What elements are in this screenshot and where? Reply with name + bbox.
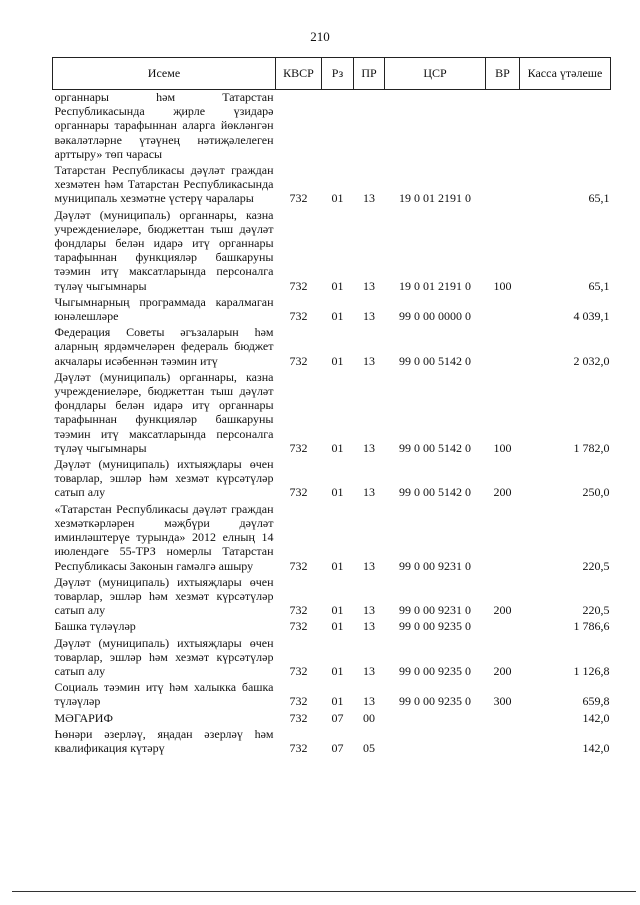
cell-rz: 01 xyxy=(331,663,344,678)
cell-csr: 19 0 01 2191 0 xyxy=(399,278,471,293)
cell-name: Дәүләт (муниципаль) ихтыяҗлары өчен товарлар, эшләр һәм хезмәт күрсәтүләр сатып алу xyxy=(54,457,274,500)
cell-pr: 13 xyxy=(363,603,375,618)
header-sum: Касса үтәлеше xyxy=(520,58,611,90)
cell-csr: 99 0 00 9231 0 xyxy=(399,603,471,618)
cell-sum: 142,0 xyxy=(582,740,610,755)
cell-rz: 01 xyxy=(331,353,344,368)
table-row xyxy=(53,619,611,635)
cell-kvsr: 732 xyxy=(289,694,308,709)
cell-csr: 99 0 00 5142 0 xyxy=(399,485,471,500)
cell-kvsr: 732 xyxy=(289,353,308,368)
table-body xyxy=(53,90,611,758)
cell-rz: 01 xyxy=(331,191,344,206)
table-row xyxy=(53,295,611,325)
cell-kvsr: 732 xyxy=(289,278,308,293)
cell-pr: 13 xyxy=(363,663,375,678)
header-vr: ВР xyxy=(486,58,520,90)
cell-pr xyxy=(354,90,385,164)
cell-kvsr xyxy=(276,90,322,164)
cell-name: «Татарстан Республикасы дәүләт граждан хезмәткәрләрен мәҗбүри дәүләт иминләштерүе турында» 2012 елның 14 июлендәге 55-ТРЗ номерлы Татарстан Республикасы Законын гамәлгә ашыру xyxy=(54,501,274,573)
cell-pr: 13 xyxy=(363,440,375,455)
cell-name: Дәүләт (муниципаль) органнары, казна учреждениеләре, бюджеттан тыш дәүләт фондлары белән идарә итү органнары тарафыннан функцияләр башкаруны тәэмин итү максатларында персоналга түләү чыгымнары xyxy=(54,369,274,455)
cell-vr: 200 xyxy=(493,485,512,500)
cell-sum: 4 039,1 xyxy=(573,309,610,324)
cell-pr: 13 xyxy=(363,353,375,368)
cell-kvsr: 732 xyxy=(289,710,308,725)
cell-name: Социаль тәэмин итү һәм халыкка башка түләүләр xyxy=(54,680,274,709)
cell-csr: 99 0 00 9231 0 xyxy=(399,558,471,573)
table-row xyxy=(53,208,611,295)
cell-rz: 01 xyxy=(331,440,344,455)
cell-csr xyxy=(385,711,486,727)
cell-vr: 200 xyxy=(493,603,512,618)
cell-rz: 01 xyxy=(331,309,344,324)
cell-pr: 05 xyxy=(363,740,375,755)
cell-kvsr: 732 xyxy=(289,191,308,206)
cell-pr: 00 xyxy=(363,710,375,725)
cell-vr xyxy=(486,727,520,757)
header-pr: ПР xyxy=(354,58,385,90)
cell-rz: 07 xyxy=(331,710,344,725)
cell-rz: 01 xyxy=(331,603,344,618)
cell-pr: 13 xyxy=(363,619,375,634)
cell-csr: 99 0 00 9235 0 xyxy=(399,619,471,634)
cell-sum: 1 126,8 xyxy=(573,663,610,678)
cell-csr: 99 0 00 9235 0 xyxy=(399,694,471,709)
cell-sum: 1 782,0 xyxy=(573,440,610,455)
cell-sum: 2 032,0 xyxy=(573,353,610,368)
cell-sum: 220,5 xyxy=(582,558,610,573)
cell-pr: 13 xyxy=(363,694,375,709)
cell-vr xyxy=(486,325,520,370)
cell-sum: 65,1 xyxy=(588,278,610,293)
table-header xyxy=(53,58,611,90)
cell-sum xyxy=(520,90,611,164)
header-csr: ЦСР xyxy=(385,58,486,90)
header-rz: Рз xyxy=(322,58,354,90)
cell-sum: 659,8 xyxy=(582,694,610,709)
cell-name: Федерация Советы әгъзаларын һәм аларның ярдәмчеләрен федераль бюджет акчалары исәбеннән тәэмин итү xyxy=(54,325,274,368)
cell-kvsr: 732 xyxy=(289,663,308,678)
cell-vr xyxy=(486,619,520,635)
header-kvsr: КВСР xyxy=(276,58,322,90)
cell-vr xyxy=(486,295,520,325)
cell-name: органнары һәм Татарстан Республикасында җирле үзидарә органнары тарафыннан аларга йөкләнгән вәкаләтләрне үтәүнең нәтиҗәлелеген арттыру» төп чарасы xyxy=(54,90,274,161)
cell-pr: 13 xyxy=(363,191,375,206)
cell-name: Татарстан Республикасы дәүләт граждан хезмәтен һәм Татарстан Республикасында муниципаль хезмәтне үстерү чаралары xyxy=(54,163,274,206)
page-number: 210 xyxy=(310,29,330,44)
cell-csr: 99 0 00 9235 0 xyxy=(399,663,471,678)
cell-kvsr: 732 xyxy=(289,309,308,324)
cell-vr xyxy=(486,90,520,164)
cell-vr: 100 xyxy=(493,440,512,455)
cell-csr: 19 0 01 2191 0 xyxy=(399,191,471,206)
cell-vr xyxy=(486,711,520,727)
cell-kvsr: 732 xyxy=(289,485,308,500)
cell-name: Чыгымнарның программада каралмаган юнәлешләре xyxy=(54,294,274,324)
cell-pr: 13 xyxy=(363,485,375,500)
budget-table xyxy=(52,57,611,757)
table-row xyxy=(53,457,611,502)
cell-rz: 01 xyxy=(331,485,344,500)
cell-rz: 01 xyxy=(331,619,344,634)
cell-vr xyxy=(486,502,520,575)
table-row xyxy=(53,370,611,457)
cell-rz: 01 xyxy=(331,694,344,709)
cell-kvsr: 732 xyxy=(289,440,308,455)
table-row xyxy=(53,90,611,164)
cell-pr: 13 xyxy=(363,309,375,324)
cell-vr xyxy=(486,163,520,208)
table-row xyxy=(53,680,611,710)
cell-csr: 99 0 00 5142 0 xyxy=(399,353,471,368)
header-name: Исеме xyxy=(53,58,276,90)
table-row xyxy=(53,727,611,757)
page-bottom-border xyxy=(12,891,636,892)
cell-name: Башка түләүләр xyxy=(54,619,136,634)
cell-rz: 01 xyxy=(331,558,344,573)
cell-rz xyxy=(322,90,354,164)
cell-kvsr: 732 xyxy=(289,740,308,755)
cell-rz: 07 xyxy=(331,740,344,755)
table-row xyxy=(53,575,611,620)
cell-csr: 99 0 00 0000 0 xyxy=(399,309,471,324)
cell-sum: 250,0 xyxy=(582,485,610,500)
cell-kvsr: 732 xyxy=(289,558,308,573)
cell-kvsr: 732 xyxy=(289,619,308,634)
cell-name: Дәүләт (муниципаль) ихтыяҗлары өчен товарлар, эшләр һәм хезмәт күрсәтүләр сатып алу xyxy=(54,574,274,618)
table-row xyxy=(53,325,611,370)
cell-rz: 01 xyxy=(331,278,344,293)
cell-vr: 100 xyxy=(493,278,512,293)
table-row xyxy=(53,711,611,727)
cell-sum: 65,1 xyxy=(588,191,610,206)
cell-kvsr: 732 xyxy=(289,603,308,618)
cell-pr: 13 xyxy=(363,278,375,293)
cell-csr xyxy=(385,90,486,164)
cell-csr: 99 0 00 5142 0 xyxy=(399,440,471,455)
cell-name: МӘГАРИФ xyxy=(54,710,113,725)
table-row xyxy=(53,636,611,681)
table-row xyxy=(53,502,611,575)
cell-name: Дәүләт (муниципаль) органнары, казна учреждениеләре, бюджеттан тыш дәүләт фондлары белән идарә итү органнары тарафыннан функцияләр башкаруны тәэмин итү максатларында персоналга түләү чыгымнары xyxy=(54,207,274,293)
cell-name: Дәүләт (муниципаль) ихтыяҗлары өчен товарлар, эшләр һәм хезмәт күрсәтүләр сатып алу xyxy=(54,635,274,678)
cell-vr: 200 xyxy=(493,663,512,678)
table-row xyxy=(53,163,611,208)
cell-sum: 1 786,6 xyxy=(573,619,610,634)
cell-pr: 13 xyxy=(363,558,375,573)
cell-name: Һөнәри әзерләү, яңадан әзерләү һәм квалификация күтәрү xyxy=(54,726,274,755)
cell-sum: 142,0 xyxy=(582,710,610,725)
cell-vr: 300 xyxy=(493,694,512,709)
cell-sum: 220,5 xyxy=(582,603,610,618)
cell-csr xyxy=(385,727,486,757)
